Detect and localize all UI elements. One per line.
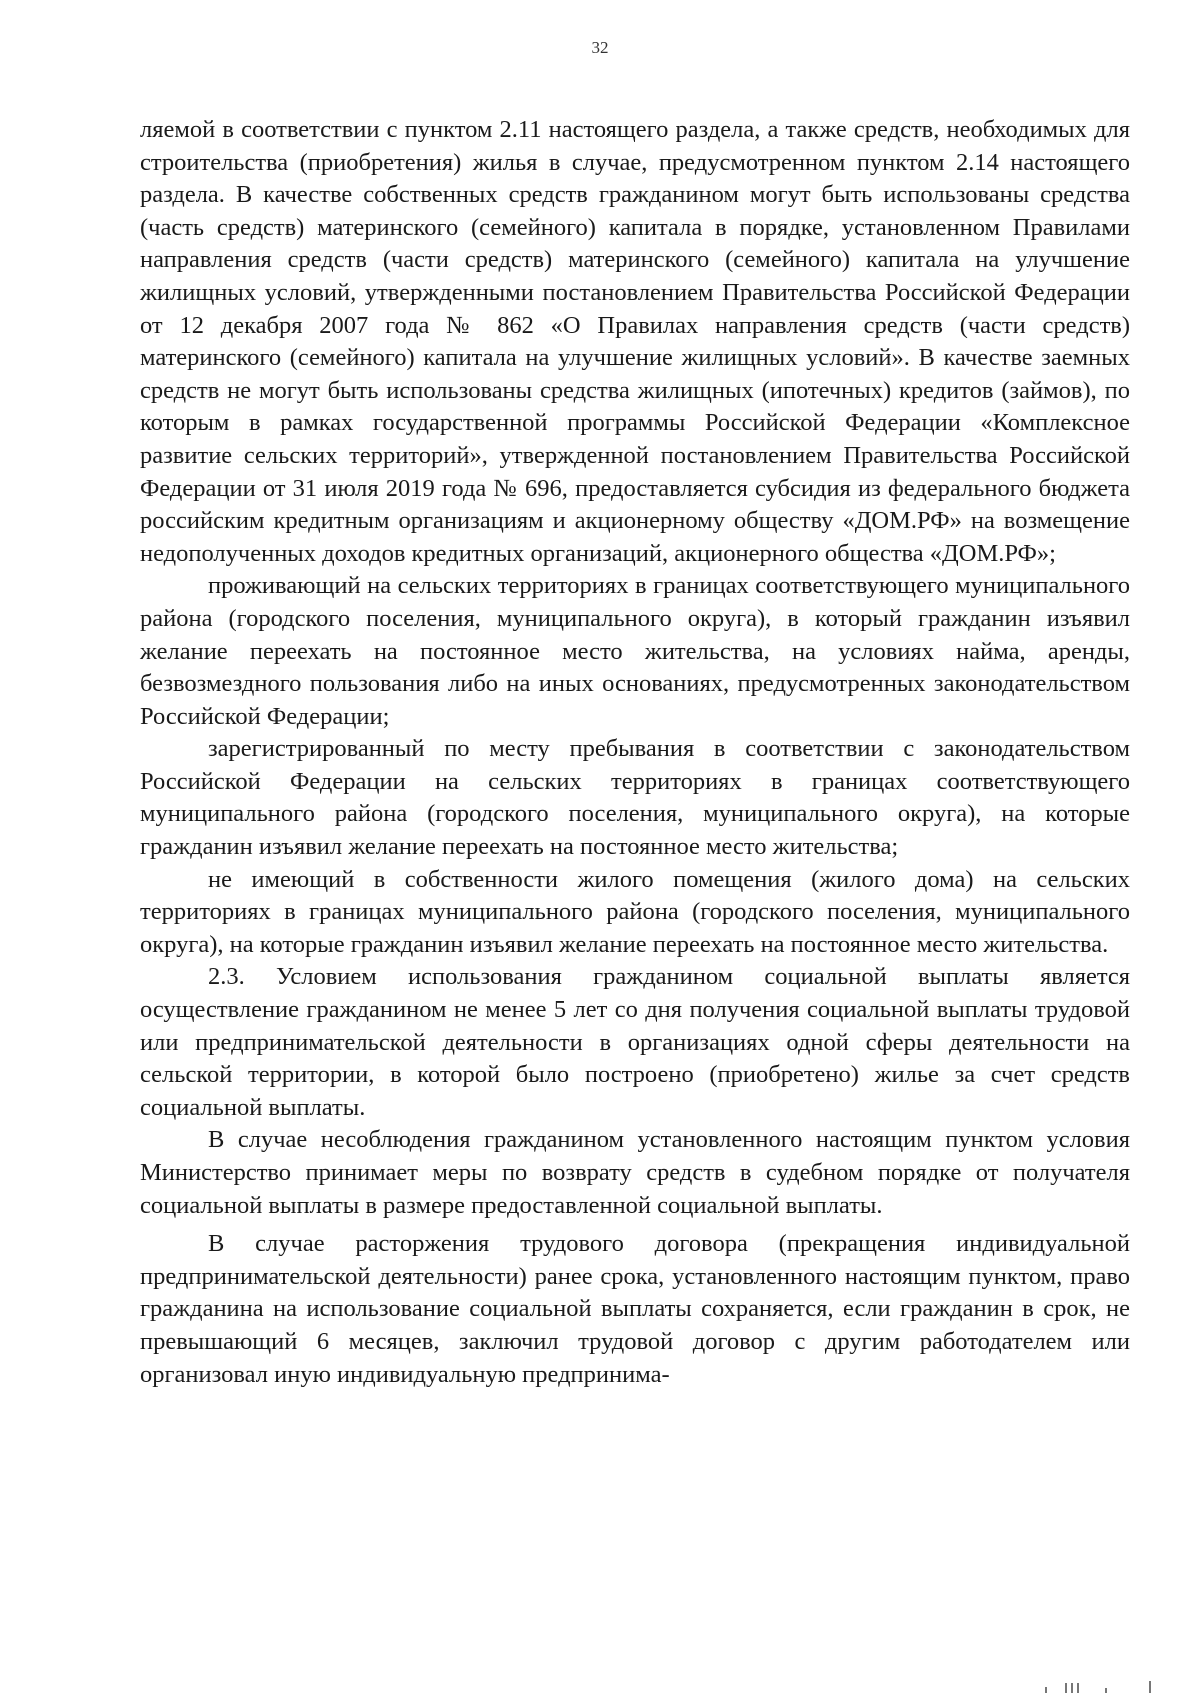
paragraph-non-compliance: В случае несоблюдения гражданином установленного настоящим пунктом условия Министерство принимает меры по возврату средств в судебном порядке от получателя социальной выплаты в размере предоставленной социальной выплаты. (140, 1126, 1130, 1219)
page-number: 32 (591, 38, 609, 57)
paragraph-residing-condition: проживающий на сельских территориях в границах соответствующего муниципального района (городского поселения, муниципального округа), в который гражданин изъявил желание переехать на постоянное место жительства, на условиях найма, аренды, безвозмездного пользования либо на иных основаниях, предусмотренных законодательством Российской Федерации; (140, 572, 1130, 730)
paragraph-contract-termination: В случае расторжения трудового договора (прекращения индивидуальной предпринимательской деятельности) ранее срока, установленного настоящим пунктом, право гражданина на использование социальной выплаты сохраняется, если гражданин в срок, не превышающий 6 месяцев, заключил трудовой договор с другим работодателем или организовал иную индивидуальную предпринима- (140, 1230, 1130, 1388)
scan-artifact (1045, 1681, 1165, 1693)
paragraph-clause-2-3: 2.3. Условием использования гражданином социальной выплаты является осуществление гражданином не менее 5 лет со дня получения социальной выплаты трудовой или предпринимательской деятельности в организациях одной сферы деятельности на сельской территории, в которой было построено (приобретено) жилье за счет средств социальной выплаты. (140, 963, 1130, 1121)
document-body (140, 114, 1130, 1391)
paragraph-continuation: ляемой в соответствии с пунктом 2.11 настоящего раздела, а также средств, необходимых для строительства (приобретения) жилья в случае, предусмотренном пунктом 2.14 настоящего раздела. В качестве собственных средств гражданином могут быть использованы средства (часть средств) материнского (семейного) капитала в порядке, установленном Правилами направления средств (части средств) материнского (семейного) капитала на улучшение жилищных условий, утвержденными постановлением Правительства Российской Федерации от 12 декабря 2007 года № 862 «О Правилах направления средств (части средств) материнского (семейного) капитала на улучшение жилищных условий». В качестве заемных средств не могут быть использованы средства жилищных (ипотечных) кредитов (займов), по которым в рамках государственной программы Российской Федерации «Комплексное развитие сельских территорий», утвержденной постановлением Правительства Российской Федерации от 31 июля 2019 года № 696, предоставляется субсидия из федерального бюджета российским кредитным организациям и акционерному обществу «ДОМ.РФ» на возмещение недополученных доходов кредитных организаций, акционерного общества «ДОМ.РФ»; (140, 116, 1130, 567)
paragraph-no-property-condition: не имеющий в собственности жилого помещения (жилого дома) на сельских территориях в границах муниципального района (городского поселения, муниципального округа), на которые гражданин изъявил желание переехать на постоянное место жительства. (140, 865, 1130, 958)
paragraph-registered-condition: зарегистрированный по месту пребывания в соответствии с законодательством Российской Федерации на сельских территориях в границах соответствующего муниципального района (городского поселения, муниципального округа), на которые гражданин изъявил желание переехать на постоянное место жительства; (140, 735, 1130, 861)
